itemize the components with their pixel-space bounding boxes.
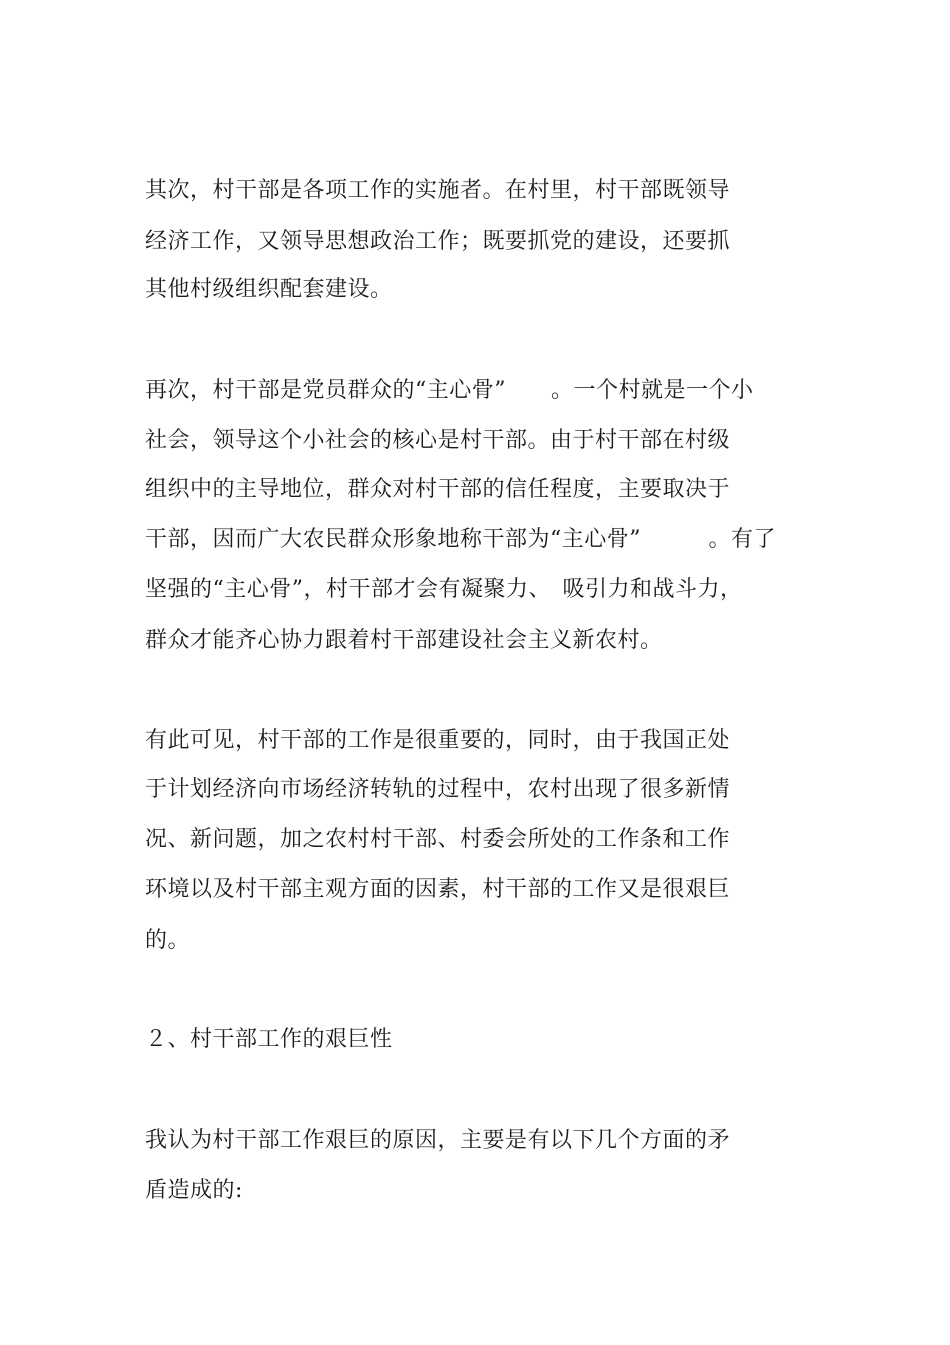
paragraph-2-line-2: 社会，领导这个小社会的核心是村干部。由于村干部在村级 bbox=[145, 428, 731, 453]
paragraph-3-line-5: 的。 bbox=[145, 928, 191, 953]
paragraph-2-line-5: 坚强的“主心骨”，村干部才会有凝聚力、 吸引力和战斗力， bbox=[145, 577, 743, 602]
paragraph-2-line-3: 组织中的主导地位，群众对村干部的信任程度，主要取决于 bbox=[145, 477, 731, 502]
paragraph-3-line-2: 于计划经济向市场经济转轨的过程中，农村出现了很多新情 bbox=[145, 777, 731, 802]
paragraph-5-line-1: 我认为村干部工作艰巨的原因，主要是有以下几个方面的矛 bbox=[145, 1128, 731, 1153]
paragraph-3-line-1: 有此可见，村干部的工作是很重要的，同时，由于我国正处 bbox=[145, 728, 731, 753]
paragraph-1-line-1: 其次，村干部是各项工作的实施者。在村里，村干部既领导 bbox=[145, 178, 731, 203]
paragraph-1-line-2: 经济工作，又领导思想政治工作；既要抓党的建设，还要抓 bbox=[145, 229, 731, 254]
paragraph-1-line-3: 其他村级组织配套建设。 bbox=[145, 277, 393, 302]
section-heading: ２、村干部工作的艰巨性 bbox=[145, 1027, 393, 1052]
paragraph-5-line-2: 盾造成的: bbox=[145, 1178, 243, 1203]
paragraph-2-line-6: 群众才能齐心协力跟着村干部建设社会主义新农村。 bbox=[145, 628, 663, 653]
paragraph-2-line-1: 再次，村干部是党员群众的“主心骨” 。一个村就是一个小 bbox=[145, 378, 754, 403]
paragraph-3-line-4: 环境以及村干部主观方面的因素，村干部的工作又是很艰巨 bbox=[145, 877, 731, 902]
paragraph-3-line-3: 况、新问题，加之农村村干部、村委会所处的工作条和工作 bbox=[145, 827, 731, 852]
paragraph-2-line-4: 干部，因而广大农民群众形象地称干部为“主心骨” 。有了 bbox=[145, 527, 776, 552]
